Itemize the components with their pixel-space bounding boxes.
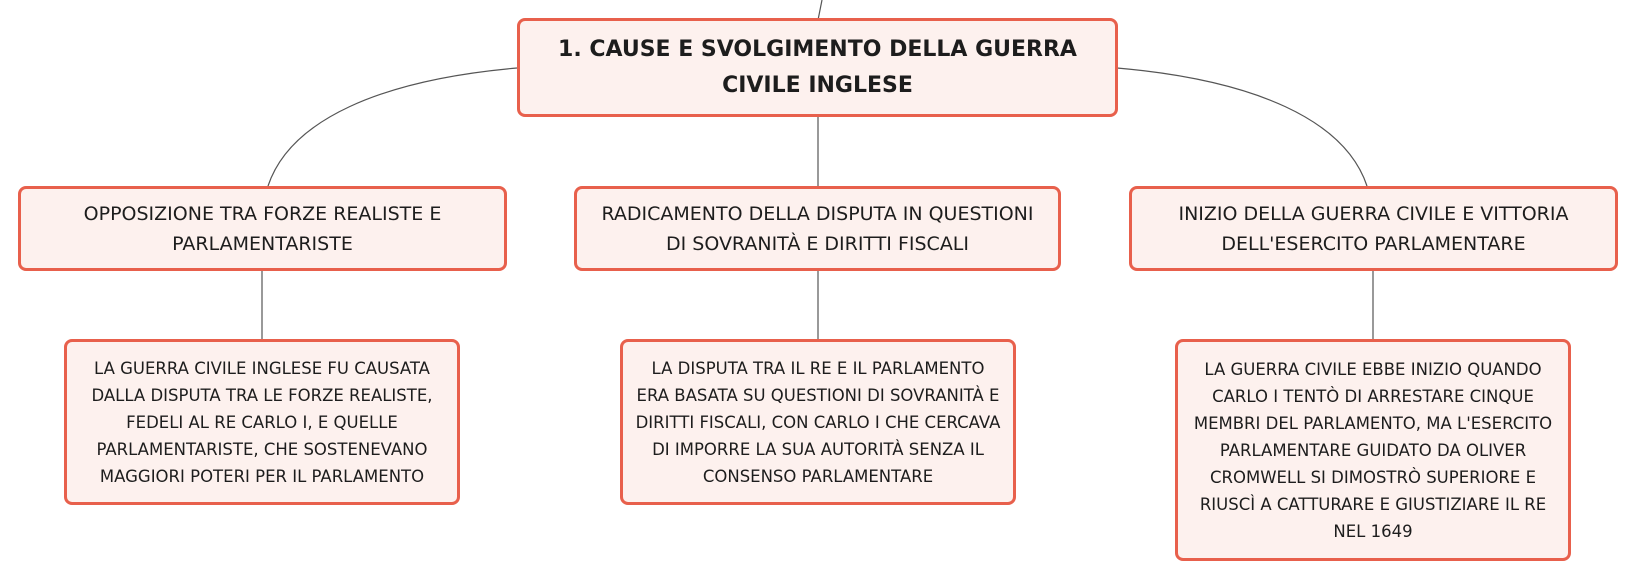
root-topic-label: 1. CAUSE E SVOLGIMENTO DELLA GUERRA CIVILE INGLESE <box>558 36 1077 98</box>
detail-topic-2-text: LA DISPUTA TRA IL RE E IL PARLAMENTO ERA BASATA SU QUESTIONI DI SOVRANITÀ E DIRITTI FISCALI, CON CARLO I CHE CERCAVA DI IMPORRE LA SUA AUTORITÀ SENZA IL CONSENSO PARLAMENTARE <box>635 358 1001 486</box>
root-topic[interactable] <box>517 18 1118 117</box>
detail-topic-3-text: LA GUERRA CIVILE EBBE INIZIO QUANDO CARLO I TENTÒ DI ARRESTARE CINQUE MEMBRI DEL PARLAMENTO, MA L'ESERCITO PARLAMENTARE GUIDATO DA OLIVER CROMWELL SI DIMOSTRÒ SUPERIORE E RIUSCÌ A CATTURARE E GIUSTIZIARE IL RE NEL 1649 <box>1193 359 1553 541</box>
branch-topic-1-label: OPPOSIZIONE TRA FORZE REALISTE E PARLAMENTARISTE <box>83 202 442 255</box>
detail-topic-1[interactable] <box>64 339 460 505</box>
branch-topic-2-label: RADICAMENTO DELLA DISPUTA IN QUESTIONI DI SOVRANITÀ E DIRITTI FISCALI <box>601 202 1034 255</box>
branch-topic-2[interactable] <box>574 186 1061 271</box>
detail-topic-3[interactable] <box>1175 339 1571 561</box>
branch-topic-3-label: INIZIO DELLA GUERRA CIVILE E VITTORIA DELL'ESERCITO PARLAMENTARE <box>1178 202 1569 255</box>
branch-topic-1[interactable] <box>18 186 507 271</box>
connector-parent-link <box>818 0 822 20</box>
detail-topic-1-text: LA GUERRA CIVILE INGLESE FU CAUSATA DALLA DISPUTA TRA LE FORZE REALISTE, FEDELI AL RE CARLO I, E QUELLE PARLAMENTARISTE, CHE SOSTENEVANO MAGGIORI POTERI PER IL PARLAMENTO <box>91 358 433 486</box>
connector-root-to-branch-1 <box>268 68 517 186</box>
branch-topic-3[interactable] <box>1129 186 1618 271</box>
connector-root-to-branch-3 <box>1117 68 1367 186</box>
detail-topic-2[interactable] <box>620 339 1016 505</box>
